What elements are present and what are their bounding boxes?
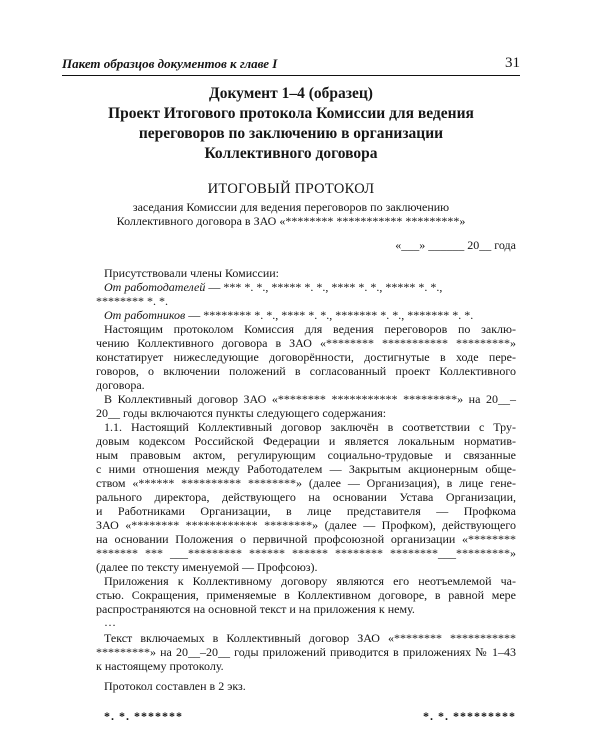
document-title-line: Коллективного договора <box>204 145 378 162</box>
paragraph-line: распространяются на основной текст и на приложения к нему. <box>96 602 415 616</box>
paragraph-line: и Работниками Организации, в лице представителя — Профкома <box>96 504 516 518</box>
paragraph-line: на основании Положения о первичной профсоюзной организации «******** <box>96 532 516 546</box>
employer-names-continued: ******** *. *. <box>96 294 168 308</box>
signature-right: *. *. ********* <box>423 709 516 723</box>
paragraph-line: довым кодексом Российской Федерации и является локальным норматив- <box>96 434 516 448</box>
paragraph-line: (далее по тексту именуемой — Профсоюз). <box>96 560 318 574</box>
signature-left: *. *. ******* <box>104 709 183 723</box>
employee-names: — ******** *. *., **** *. *., ******* *. *., ******* *. *. <box>185 308 474 322</box>
protocol-subtitle-line: Коллективного договора в ЗАО «******** *********** *********» <box>116 214 466 228</box>
paragraph-line: Текст включаемых в Коллективный договор ЗАО «******** *********** <box>104 631 516 645</box>
document-title-line: Проект Итогового протокола Комиссии для ведения <box>108 105 474 122</box>
paragraph-line: ******* *** ___********* ****** ****** ******** ********___*********» <box>96 546 516 560</box>
paragraph-line: В Коллективный договор ЗАО «******** *********** *********» на 20__– <box>104 392 516 406</box>
present-intro: Присутствовали члены Комиссии: <box>104 266 280 280</box>
employer-members <box>104 280 442 294</box>
paragraph-line: 1.1. Настоящий Коллективный договор заключён в соответствии с Тру- <box>104 420 516 434</box>
protocol-subtitle-line: заседания Комиссии для ведения переговоров по заключению <box>132 200 450 214</box>
page-number: 31 <box>505 55 520 71</box>
employer-label: От работодателей <box>104 280 206 294</box>
paragraph-line: Настоящим протоколом Комиссия для ведения переговоров по заклю- <box>104 322 516 336</box>
paragraph-line: ством «****** ********** ********» (далее — Организация), в лице гене- <box>96 476 516 490</box>
document-heading <box>62 84 520 164</box>
copies-note: Протокол составлен в 2 экз. <box>104 679 246 693</box>
paragraph-line: с ними отношения между Работодателем — Закрытым акционерным обще- <box>96 462 516 476</box>
paragraph-line: *********» на 20__–20__ годы приложений приводится в приложениях № 1–43 <box>96 645 516 659</box>
ellipsis: … <box>104 615 116 629</box>
paragraph-line: 20__ годы включаются пункты следующего содержания: <box>96 406 387 420</box>
paragraph-line: ным правовым актом, регулирующим социально-трудовые и связанные <box>96 448 516 462</box>
employee-members <box>104 308 473 322</box>
paragraph-line: договора. <box>96 378 145 392</box>
paragraph-line: констатирует нижеследующие договорённости, достигнутые в ходе пере- <box>96 350 516 364</box>
paragraph-line: к настоящему протоколу. <box>96 659 224 673</box>
running-title: Пакет образцов документов к главе I <box>62 56 278 71</box>
protocol-subtitle <box>62 200 520 228</box>
protocol-title: ИТОГОВЫЙ ПРОТОКОЛ <box>207 181 375 197</box>
employee-label: От работников <box>104 308 186 322</box>
paragraph-line: ЗАО «******** ************ ********» (далее — Профком), действующего <box>96 518 516 532</box>
date-line: «___» ______ 20__ года <box>395 238 516 252</box>
document-number: Документ 1–4 (образец) <box>209 85 373 102</box>
employer-names: — *** *. *., ***** *. *., **** *. *., ***** *. *., <box>205 280 443 294</box>
paragraph-line: говоров, о включении положений в согласованный проект Коллективного <box>96 364 516 378</box>
running-header <box>62 50 520 76</box>
paragraph-line: стью. Сокращения, применяемые в Коллективном договоре, в равной мере <box>96 588 516 602</box>
paragraph-line: Приложения к Коллективному договору являются его неотъемлемой ча- <box>104 574 516 588</box>
document-title-line: переговоров по заключению в организации <box>138 125 444 142</box>
paragraph-line: чению Коллективного договора в ЗАО «******** *********** *********» <box>96 336 516 350</box>
paragraph-line: рального директора, действующего на основании Устава Организации, <box>96 490 516 504</box>
